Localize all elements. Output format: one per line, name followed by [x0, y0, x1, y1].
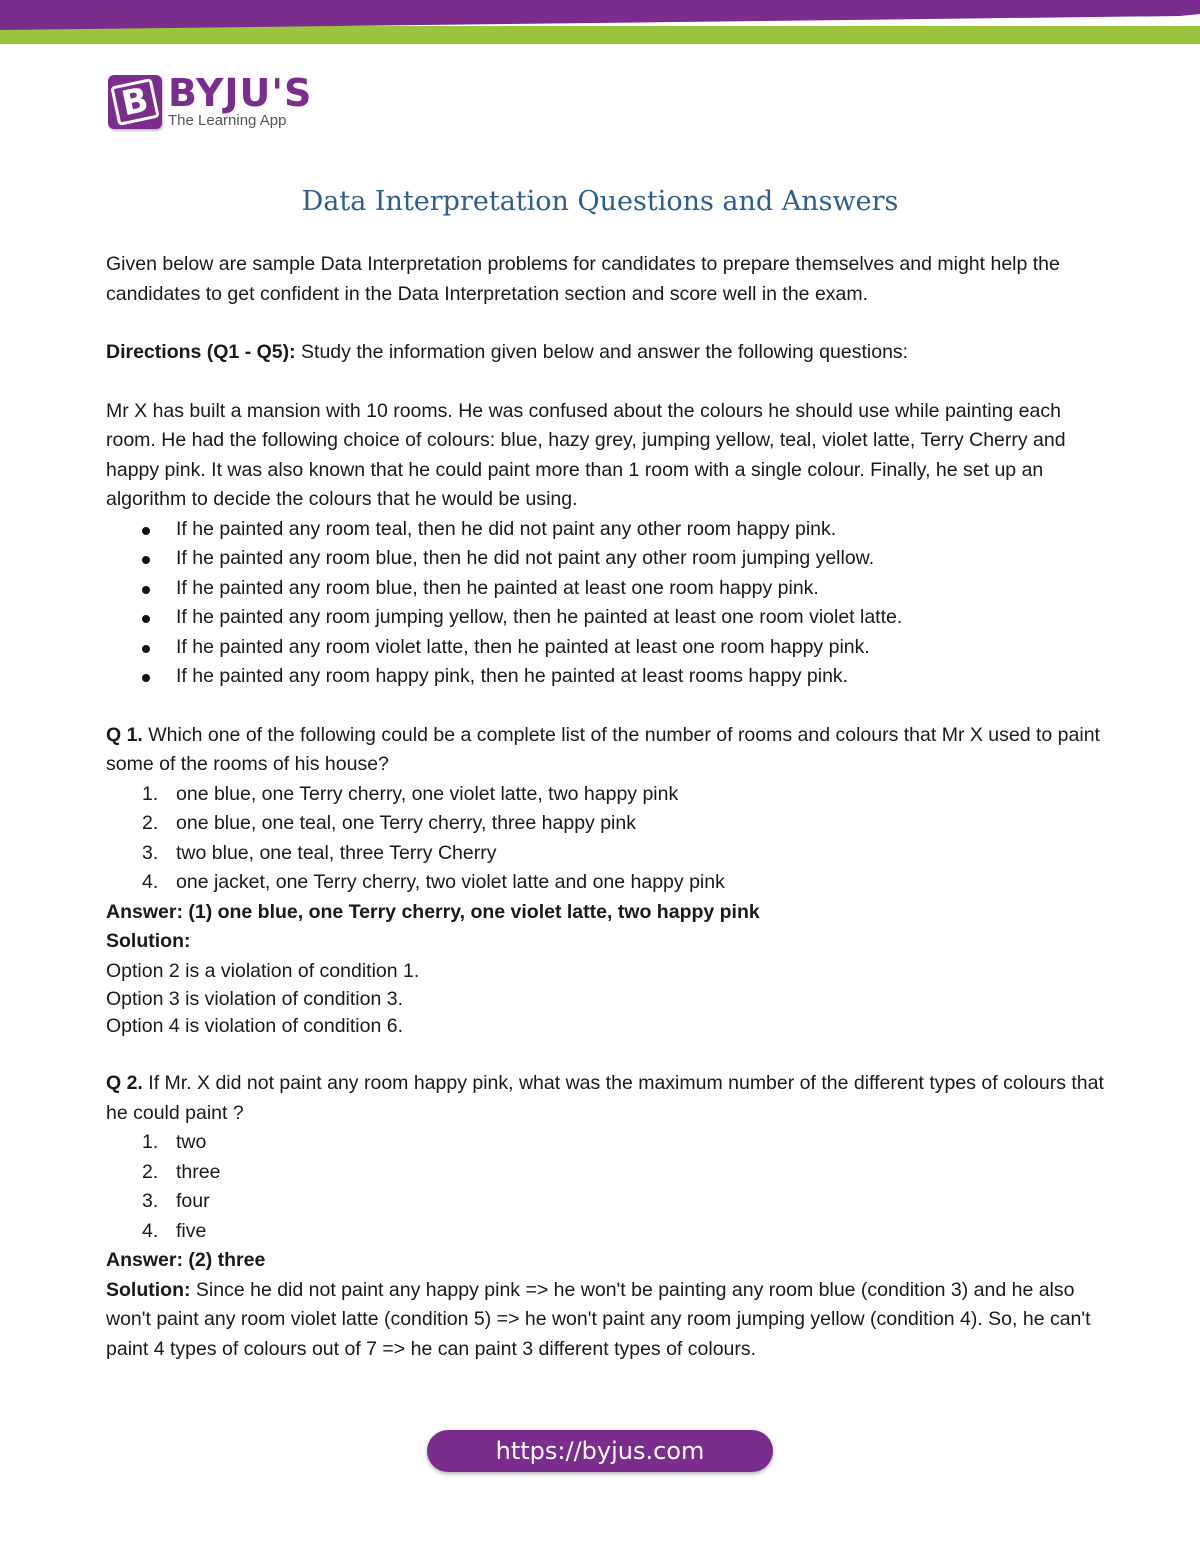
q2-label: Q 2. — [106, 1072, 143, 1094]
document-body — [106, 250, 1106, 1364]
condition-item: If he painted any room blue, then he did not paint any other room jumping yellow. — [106, 544, 1106, 574]
q1-option: 1. one blue, one Terry cherry, one violet latte, two happy pink — [142, 782, 679, 805]
directions-text: Study the information given below and answer the following questions: — [295, 341, 909, 363]
q2-answer: Answer: (2) three — [106, 1249, 266, 1271]
q1-solution-line: Option 3 is violation of condition 3. — [106, 988, 404, 1010]
intro-paragraph: Given below are sample Data Interpretation problems for candidates to prepare themselves and might help the candidates to get confident in the Data Interpretation section and score well in the exam. — [106, 253, 1060, 305]
condition-item: If he painted any room jumping yellow, then he painted at least one room violet latte. — [106, 603, 1106, 633]
q1-option: 3. two blue, one teal, three Terry Cherry — [142, 841, 497, 864]
q2-solution-label: Solution: — [106, 1278, 191, 1301]
q2-solution-text: Since he did not paint any happy pink => he won't be painting any room blue (condition 3) and he also won't paint any room violet latte (condition 5) => he won't paint any room jumping yellow (condition 4). So, he can't paint 4 types of colours out of 7 => he can paint 3 different types of colours. — [106, 1278, 1091, 1360]
q1-solution-line: Option 2 is a violation of condition 1. — [106, 959, 420, 982]
q1-options — [106, 780, 1106, 898]
condition-item: If he painted any room happy pink, then he painted at least rooms happy pink. — [106, 662, 1106, 692]
q2-text: If Mr. X did not paint any room happy pink, what was the maximum number of the different types of colours that he could paint ? — [106, 1072, 1104, 1124]
page-title: Data Interpretation Questions and Answers — [301, 186, 899, 217]
directions-label: Directions (Q1 - Q5): — [106, 341, 296, 363]
footer-url-link[interactable]: https://byjus.com — [427, 1430, 773, 1472]
q2-options — [106, 1128, 1106, 1246]
passage-paragraph: Mr X has built a mansion with 10 rooms. He was confused about the colours he should use while painting each room. He had the following choice of colours: blue, hazy grey, jumping yellow, teal, violet latte, Terry Cherry and happy pink. It was also known that he could paint more than 1 room with a single colour. Finally, he set up an algorithm to decide the colours that he would be using. — [106, 399, 1066, 510]
logo-letter: B — [110, 78, 159, 126]
condition-item: If he painted any room blue, then he painted at least one room happy pink. — [106, 574, 1106, 604]
q1-solution-label: Solution: — [106, 930, 191, 952]
q2-option: 2. three — [142, 1160, 221, 1183]
q1-solution-line: Option 4 is violation of condition 6. — [106, 1015, 404, 1037]
condition-item: If he painted any room violet latte, then he painted at least one room happy pink. — [106, 633, 1106, 663]
q1-text: Which one of the following could be a complete list of the number of rooms and colours that Mr X used to paint some of the rooms of his house? — [106, 723, 1100, 775]
question-2 — [106, 1069, 1106, 1128]
q1-answer: Answer: (1) one blue, one Terry cherry, one violet latte, two happy pink — [106, 900, 760, 923]
logo-tagline: The Learning App — [168, 112, 287, 129]
q2-option: 4. five — [142, 1219, 207, 1242]
conditions-list — [106, 515, 1106, 692]
q2-option: 3. four — [142, 1190, 210, 1212]
logo-name: BYJU'S — [168, 71, 313, 115]
q1-option: 2. one blue, one teal, one Terry cherry, three happy pink — [142, 812, 636, 834]
byjus-logo[interactable] — [108, 73, 312, 131]
top-decorative-band — [0, 0, 1200, 44]
q1-label: Q 1. — [106, 723, 143, 746]
q2-option: 1. two — [142, 1131, 207, 1153]
condition-item: If he painted any room teal, then he did not paint any other room happy pink. — [106, 515, 1106, 545]
q1-option: 4. one jacket, one Terry cherry, two violet latte and one happy pink — [142, 871, 725, 893]
q2-solution — [106, 1276, 1106, 1365]
logo-mark — [108, 75, 162, 129]
question-1 — [106, 721, 1106, 780]
directions — [106, 338, 1106, 368]
